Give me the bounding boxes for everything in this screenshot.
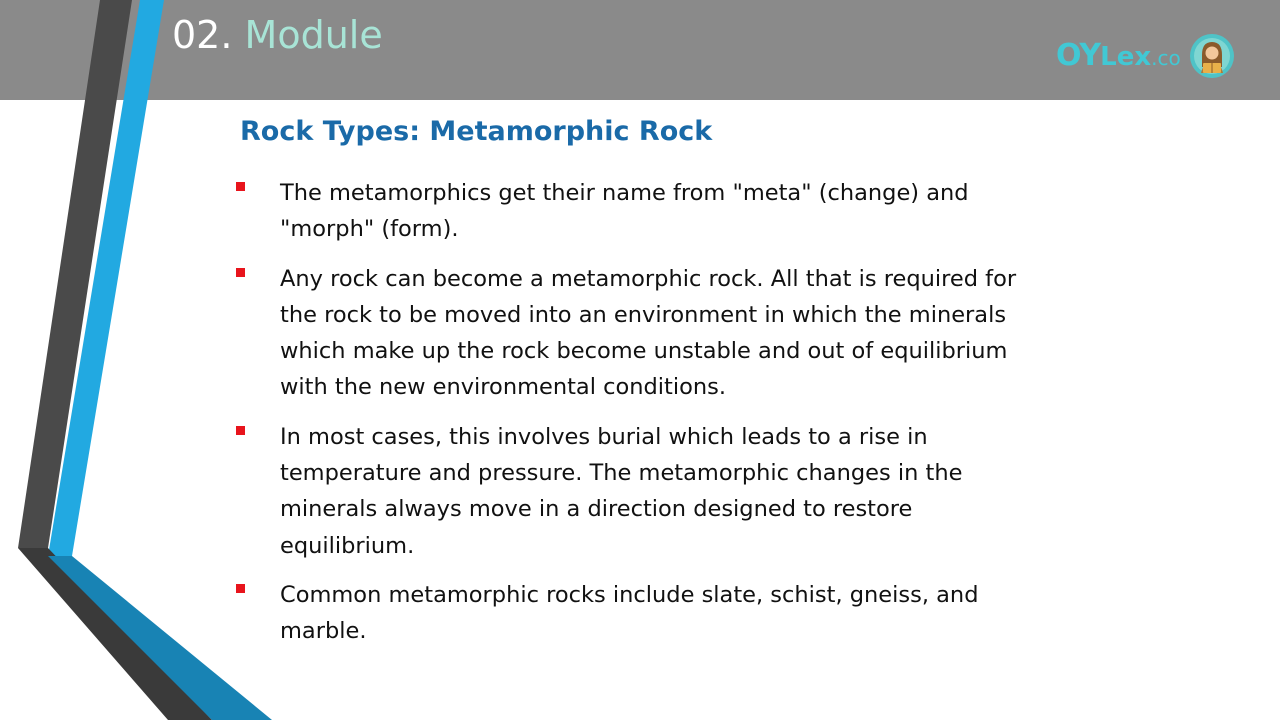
brand-logo [1056,32,1235,80]
bullet-item [236,175,1036,248]
bullet-text: Common metamorphic rocks include slate, schist, gneiss, and marble. [280,581,979,645]
square-bullet-icon [236,584,245,593]
bullet-list [236,175,1036,663]
bullet-text: In most cases, this involves burial which leads to a rise in temperature and pressure. The metamorphic changes in the minerals always move in a direction designed to restore equilibrium. [280,423,963,559]
module-label [172,10,383,60]
slide-title: Rock Types: Metamorphic Rock [240,116,713,147]
bullet-item [236,261,1036,406]
logo-suffix-text: .co [1151,46,1181,70]
square-bullet-icon [236,426,245,435]
logo-mid-text: Lex [1100,42,1152,72]
bullet-text: Any rock can become a metamorphic rock. All that is required for the rock to be moved into an environment in which the minerals which make up the rock become unstable and out of equilibrium with the new environmental conditions. [280,265,1017,401]
square-bullet-icon [236,182,245,191]
logo-wordmark [1056,38,1181,73]
bullet-item [236,419,1036,564]
reader-avatar-icon [1189,33,1235,79]
square-bullet-icon [236,268,245,277]
module-word: Module [244,13,383,57]
bullet-text: The metamorphics get their name from "meta" (change) and "morph" (form). [280,180,969,243]
dark-stripe-lower [18,548,212,720]
module-number: 02. [172,13,233,57]
bullet-item [236,577,1036,650]
logo-main-text: OY [1056,38,1101,73]
